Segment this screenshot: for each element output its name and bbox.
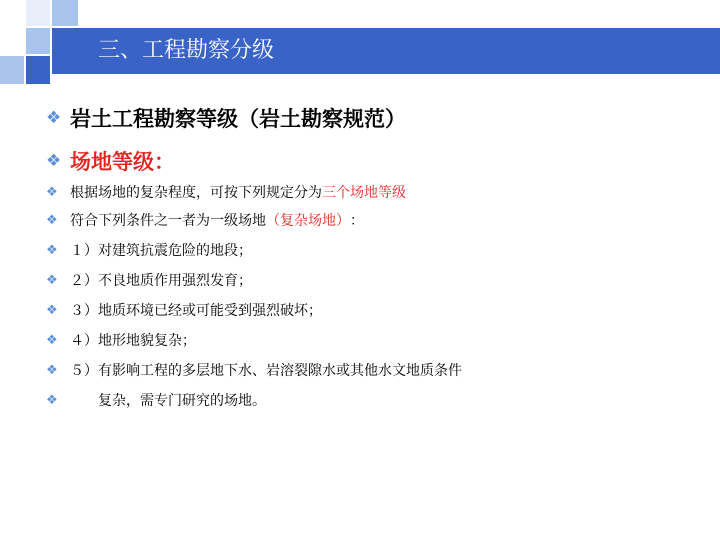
list-item-text: ５）有影响工程的多层地下水、岩溶裂隙水或其他水文地质条件 <box>70 363 462 379</box>
list-item-text: 符合下列条件之一者为一级场地 <box>70 213 266 229</box>
list-item-text: ４）地形地貌复杂； <box>70 333 196 349</box>
diamond-bullet-icon: ❖ <box>46 212 58 228</box>
diamond-bullet-icon: ❖ <box>46 272 58 288</box>
list-item-text: 根据场地的复杂程度，可按下列规定分为 <box>70 185 322 201</box>
diamond-bullet-icon: ❖ <box>46 151 62 171</box>
list-item-text: ２）不良地质作用强烈发育； <box>70 273 252 289</box>
list-item <box>46 210 364 230</box>
decor-square-3 <box>0 56 24 84</box>
decor-square-1 <box>52 0 78 26</box>
list-item <box>46 330 196 350</box>
list-item <box>46 103 406 133</box>
decor-square-4 <box>26 56 50 84</box>
diamond-bullet-icon: ❖ <box>46 362 58 378</box>
list-item-text: 复杂，需专门研究的场地。 <box>70 393 266 409</box>
diamond-bullet-icon: ❖ <box>46 242 58 258</box>
list-item-text: １）对建筑抗震危险的地段； <box>70 243 252 259</box>
list-item <box>46 240 252 260</box>
decor-square-2 <box>26 28 50 54</box>
list-item-tail: ： <box>350 213 364 229</box>
list-item <box>46 390 266 410</box>
list-item <box>46 182 406 202</box>
diamond-bullet-icon: ❖ <box>46 108 62 128</box>
heading-survey-grade: 岩土工程勘察等级（岩土勘察规范） <box>70 107 406 131</box>
highlight-text: 三个场地等级 <box>322 185 406 201</box>
diamond-bullet-icon: ❖ <box>46 302 58 318</box>
list-item <box>46 360 462 380</box>
list-item <box>46 300 322 320</box>
diamond-bullet-icon: ❖ <box>46 184 58 200</box>
list-item-text: ３）地质环境已经或可能受到强烈破坏； <box>70 303 322 319</box>
list-item <box>46 270 252 290</box>
heading-site-grade: 场地等级： <box>70 150 175 174</box>
decor-square-5 <box>26 0 50 26</box>
slide-title: 三、工程勘察分级 <box>98 38 275 63</box>
diamond-bullet-icon: ❖ <box>46 332 58 348</box>
list-item <box>46 146 175 176</box>
highlight-text: （复杂场地） <box>266 213 350 229</box>
diamond-bullet-icon: ❖ <box>46 392 58 408</box>
